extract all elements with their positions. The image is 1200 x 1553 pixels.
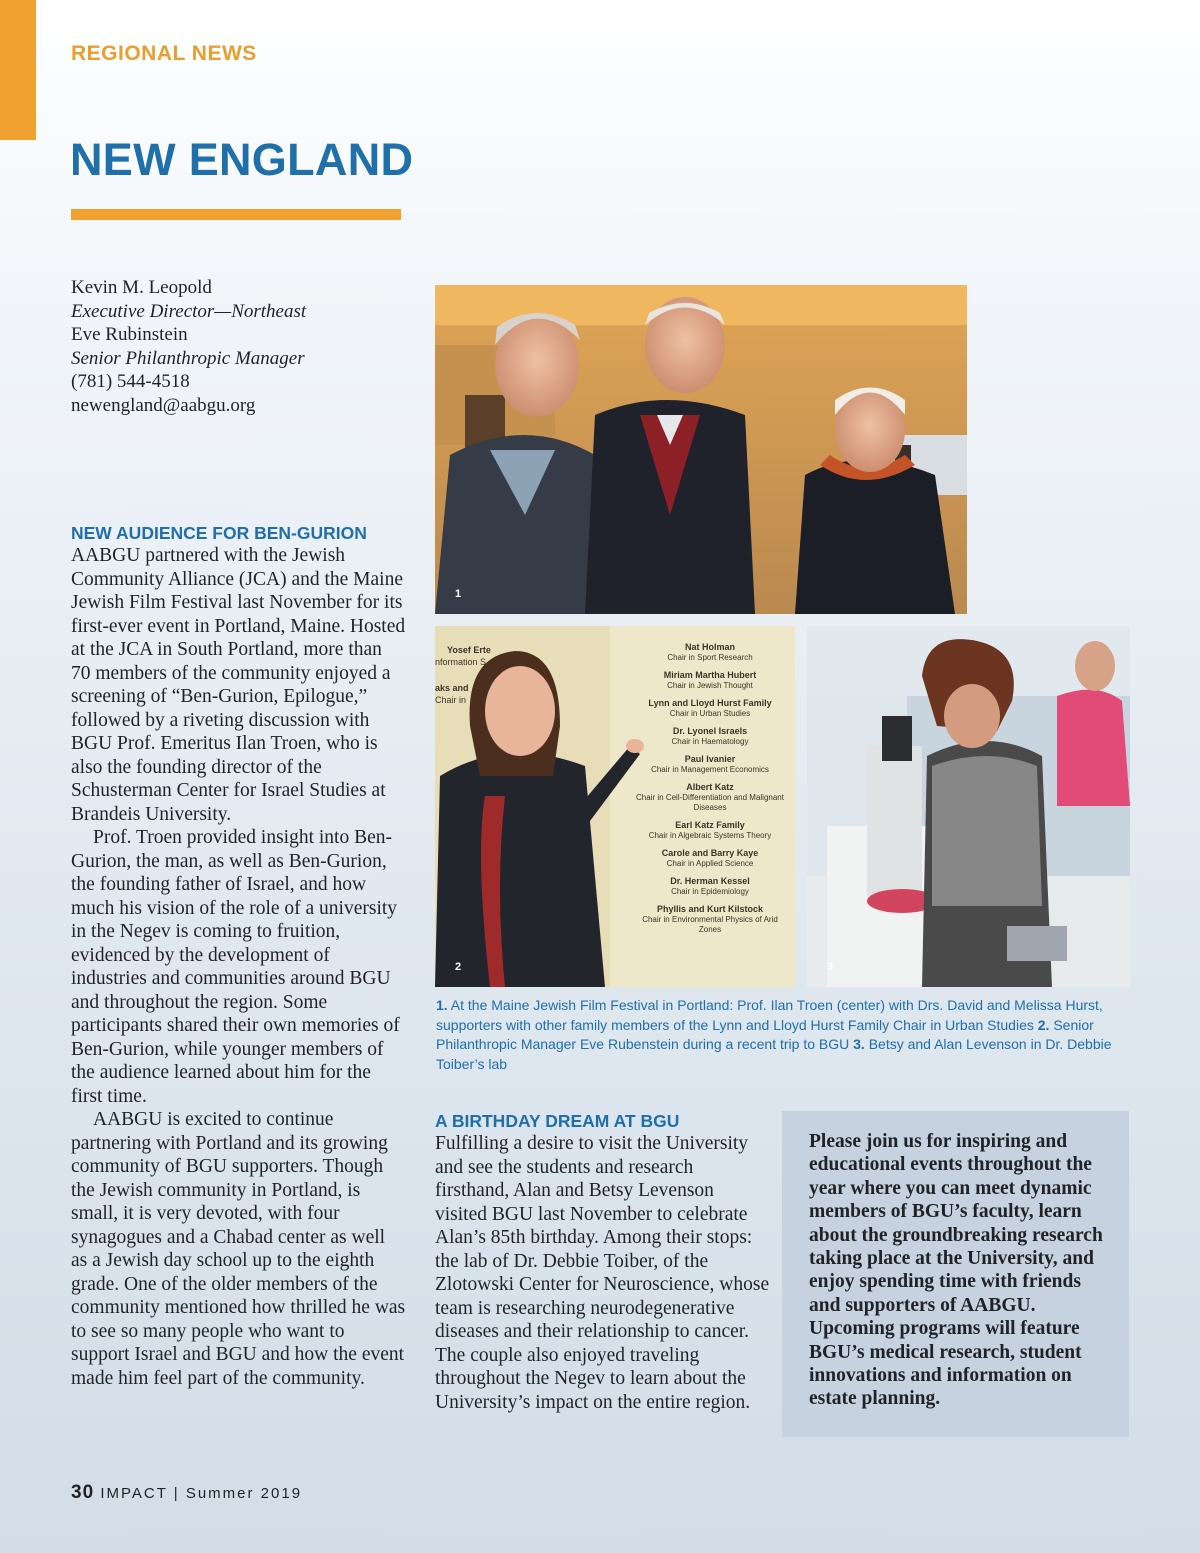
- plaque-entry: [630, 754, 790, 775]
- title-underline: [71, 209, 401, 220]
- contact-phone: (781) 544-4518: [71, 371, 190, 392]
- plaque-entry-chair: Chair in Haematology: [671, 737, 749, 746]
- article-heading: NEW AUDIENCE FOR BEN-GURION: [71, 523, 367, 543]
- caption-number: 3.: [853, 1036, 865, 1053]
- plaque-entry: [630, 782, 790, 813]
- plaque-entry-chair: Chair in Jewish Thought: [667, 681, 753, 690]
- photo-film-festival: [435, 285, 967, 614]
- article-paragraph: Prof. Troen provided insight into Ben-Gurion, the man, as well as Ben-Gurion, the founding father of Israel, and how much his vision of the role of a university in the Negev is coming to fruition, evidenced by the development of industries and communities around BGU and throughout the region. Some participants shared their own memories of Ben-Gurion, while younger members of the audience learned about him for the first time.: [71, 827, 400, 1107]
- photo-plaque-wall: [435, 626, 795, 987]
- plaque-entry-chair: Chair in Management Economics: [651, 765, 769, 774]
- photo-lab-microscope: [807, 626, 1130, 987]
- plaque-entry: [630, 670, 790, 691]
- plaque-list: [630, 642, 790, 942]
- article-paragraph: AABGU is excited to continue partnering with Portland and its growing community of BGU supporters. Though the Jewish community in Portland, is small, it is very devoted, with four synagogues and a Chabad center as well as a Jewish day school up to the eighth grade. One of the older members of the community mentioned how thrilled he was to see so many people who want to support Israel and BGU and how the event made him feel part of the community.: [71, 1109, 406, 1389]
- contact-name: Eve Rubinstein: [71, 324, 188, 345]
- plaque-entry-name: Miriam Martha Hubert: [663, 670, 757, 680]
- plaque-entry-name: Lynn and Lloyd Hurst Family: [648, 698, 772, 708]
- events-callout-box: [782, 1111, 1129, 1437]
- plaque-entry: [630, 848, 790, 869]
- plaque-text: aks and: [435, 683, 469, 693]
- caption-number: 2.: [1037, 1016, 1050, 1033]
- plaque-text: Chair in: [435, 695, 467, 705]
- plaque-entry: [630, 726, 790, 747]
- contact-role: Executive Director—Northeast: [71, 300, 307, 322]
- contact-email[interactable]: newengland@aabgu.org: [71, 394, 256, 416]
- page-number: 30: [71, 1482, 95, 1503]
- plaque-entry: [630, 820, 790, 841]
- page-title: NEW ENGLAND: [70, 134, 414, 185]
- contact-name: Kevin M. Leopold: [71, 277, 212, 298]
- plaque-entry: [630, 876, 790, 897]
- plaque-entry-name: Carole and Barry Kaye: [661, 848, 759, 858]
- plaque-entry-chair: Chair in Sport Research: [667, 653, 753, 662]
- plaque-entry-chair: Chair in Environmental Physics of Arid Zones: [642, 915, 778, 934]
- section-tag: REGIONAL NEWS: [71, 42, 257, 65]
- plaque-text: nformation S: [435, 657, 487, 667]
- plaque-entry-name: Phyllis and Kurt Kilstock: [656, 904, 764, 914]
- plaque-text: Yosef Erte: [447, 645, 491, 655]
- plaque-entry: [630, 904, 790, 935]
- article-paragraph: Fulfilling a desire to visit the University and see the students and research firsthand, Alan and Betsy Levenson visited BGU last November to celebrate Alan’s 85th birthday. Among their stops: the lab of Dr. Debbie Toiber, of the Zlotowski Center for Neuroscience, whose team is researching neurodegenerative diseases and their relationship to cancer. The couple also enjoyed traveling throughout the Negev to learn about the University’s impact on the entire region.: [435, 1133, 770, 1413]
- article-paragraph: AABGU partnered with the Jewish Community Alliance (JCA) and the Maine Jewish Film Festival last November for its first-ever event in Portland, Maine. Hosted at the JCA in South Portland, more than 70 members of the community enjoyed a screening of “Ben-Gurion, Epilogue,” followed by a riveting discussion with BGU Prof. Emeritus Ilan Troen, who is also the founding director of the Schusterman Center for Israel Studies at Brandeis University.: [71, 545, 406, 825]
- photo-number: 3: [827, 961, 834, 973]
- callout-text: Please join us for inspiring and educational events throughout the year where you can meet dynamic members of BGU’s faculty, learn about the groundbreaking research taking place at the University, and enjoy spending time with friends and supporters of AABGU. Upcoming programs will feature BGU’s medical research, student innovations and information on estate planning.: [809, 1131, 1103, 1410]
- plaque-entry-chair: Chair in Algebraic Systems Theory: [648, 831, 772, 840]
- caption-text: At the Maine Jewish Film Festival in Portland: Prof. Ilan Troen (center) with Drs. David and Melissa Hurst, supporters with other family members of the Lynn and Lloyd Hurst Family Chair in Urban Studies: [436, 997, 1103, 1033]
- photo-number: 1: [455, 588, 462, 600]
- plaque-entry-name: Earl Katz Family: [675, 820, 745, 830]
- contact-block: [71, 276, 306, 417]
- plaque-entry-name: Paul Ivanier: [684, 754, 736, 764]
- caption-text: Betsy and Alan Levenson in Dr. Debbie Toiber’s lab: [436, 1036, 1112, 1072]
- plaque-entry-name: Albert Katz: [686, 782, 734, 792]
- caption-text: Senior Philanthropic Manager Eve Rubenstein during a recent trip to BGU: [436, 1016, 1094, 1053]
- plaque-entry-chair: Chair in Cell-Differentiation and Malignant Diseases: [636, 793, 784, 812]
- plaque-entry-chair: Chair in Epidemiology: [671, 887, 749, 896]
- photo-caption: [436, 996, 1130, 1074]
- orange-corner-tab: [0, 0, 36, 140]
- publication-name: IMPACT | Summer 2019: [100, 1485, 303, 1502]
- article-new-audience: [71, 522, 406, 1390]
- plaque-entry-name: Nat Holman: [684, 642, 735, 652]
- plaque-entry-chair: Chair in Applied Science: [666, 859, 754, 868]
- caption-number: 1.: [436, 997, 448, 1013]
- plaque-wall-left: [435, 644, 491, 706]
- plaque-entry-name: Dr. Herman Kessel: [670, 876, 750, 886]
- plaque-entry-name: Dr. Lyonel Israels: [672, 726, 748, 736]
- article-birthday-dream: [435, 1110, 770, 1414]
- article-heading: A BIRTHDAY DREAM AT BGU: [435, 1111, 680, 1131]
- plaque-entry: [630, 642, 790, 663]
- photo-number: 2: [455, 961, 462, 973]
- plaque-entry-chair: Chair in Urban Studies: [669, 709, 751, 718]
- contact-role: Senior Philanthropic Manager: [71, 347, 305, 369]
- plaque-entry: [630, 698, 790, 719]
- page-footer: [71, 1482, 302, 1504]
